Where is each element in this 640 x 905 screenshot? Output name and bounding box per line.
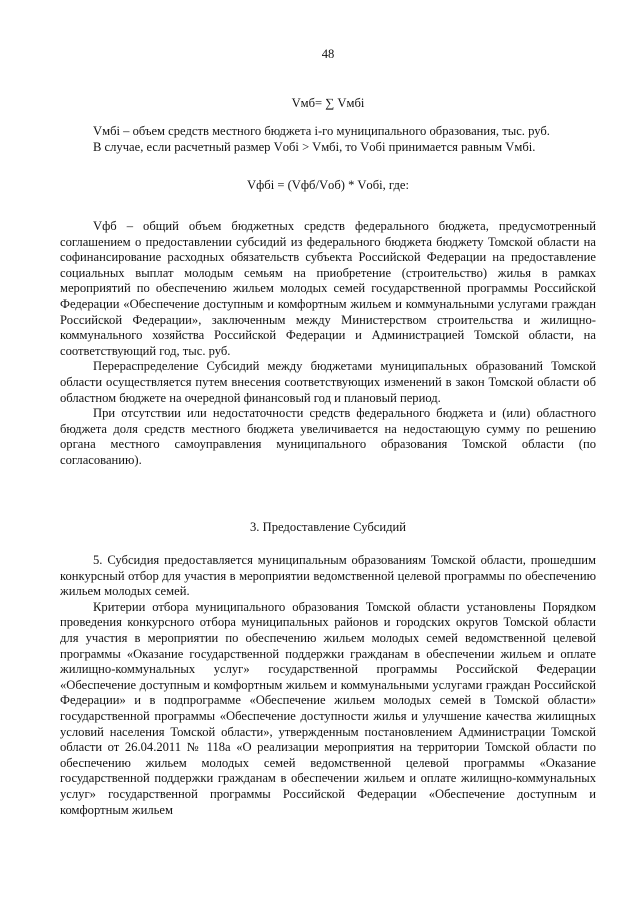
body-block-1 xyxy=(60,219,596,469)
formula-vfbi: Vфбi = (Vфб/Vоб) * Vобi, где: xyxy=(247,178,409,192)
body-block-2 xyxy=(60,553,596,818)
paragraph-redistribution: Перераспределение Субсидий между бюджетами муниципальных образований Томской области осуществляется путем внесения соответствующих изменений в закон Томской области об областном бюджете на очередной финансовый год и плановый период. xyxy=(60,359,596,405)
paragraph-item-5: 5. Субсидия предоставляется муниципальным образованиям Томской области, прошедшим конкурсный отбор для участия в мероприятии ведомственной целевой программы по обеспечению жильем молодых семей. xyxy=(60,553,596,599)
paragraph-vfb-definition: Vфб – общий объем бюджетных средств федерального бюджета, предусмотренный соглашением о предоставлении субсидий из федерального бюджета бюджету Томской области на софинансирование расходных обязательств субъекта Российской Федерации на предоставление социальных выплат молодым семьям на приобретение (строительство) жилья в рамках мероприятий по обеспечению жильем молодых семей государственной программы Российской Федерации «Обеспечение доступным и комфортным жильем и коммунальными услугами граждан Российской Федерации», заключенным между Министерством строительства и жилищно-коммунального хозяйства Российской Федерации и Администрацией Томской области, на соответствующий год, тыс. руб. xyxy=(60,219,596,358)
paragraph-absence-of-funds: При отсутствии или недостаточности средств федерального бюджета и (или) областного бюджета доля средств местного бюджета увеличивается на недостающую сумму по решению органа местного самоуправления муниципального образования Томской области (по согласованию). xyxy=(60,406,596,467)
paragraph-selection-criteria: Критерии отбора муниципального образования Томской области установлены Порядком проведения конкурсного отбора муниципальных районов и городских округов Томской области для участия в мероприятии по обеспечению жильем молодых семей ведомственной целевой программы «Оказание государственной поддержки гражданам в обеспечении жильем и оплате жилищно-коммунальных услуг» государственной программы Российской Федерации «Обеспечение доступным и комфортным жильем и коммунальными услугами граждан Российской Федерации» и в подпрограмме «Обеспечение жильем молодых семей в Томской области» государственной программы «Обеспечение доступности жилья и улучшение качества жилищных условий населения Томской области», утвержденным постановлением Администрации Томской области от 26.04.2011 № 118а «О реализации мероприятия на территории Томской области по обеспечению жильем молодых семей ведомственной целевой программы «Оказание государственной поддержки гражданам в обеспечении жильем и оплате жилищно-коммунальных услуг» государственной программы Российской Федерации «Обеспечение доступным и комфортным жильем xyxy=(60,599,596,817)
formula-total: Vмб= ∑ Vмбi xyxy=(291,96,365,110)
paragraph-vmbi-definition: Vмбi – объем средств местного бюджета i-го муниципального образования, тыс. руб. xyxy=(93,124,550,138)
paragraph-vob-case: В случае, если расчетный размер Vобi > Vмбi, то Vобi принимается равным Vмбi. xyxy=(93,139,536,154)
definitions-block xyxy=(60,124,596,155)
section-heading: 3. Предоставление Субсидий xyxy=(250,520,406,534)
page-number: 48 xyxy=(321,47,335,61)
